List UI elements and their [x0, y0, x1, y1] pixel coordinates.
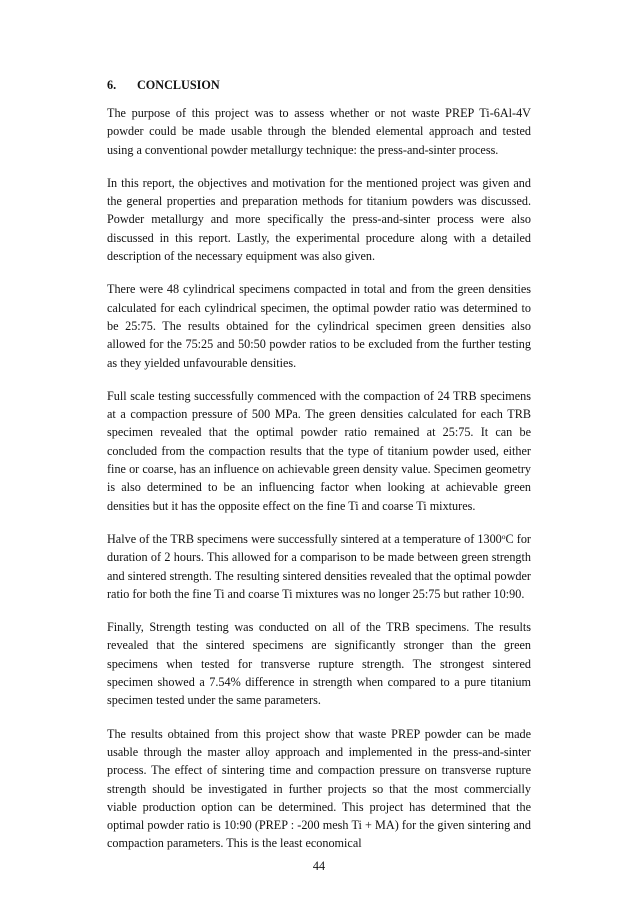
- paragraph-purpose: The purpose of this project was to assess whether or not waste PREP Ti-6Al-4V powder could be made usable through the blended elemental approach and tested using a conventional powder metallurgy technique: the press-and-sinter process.: [107, 106, 531, 157]
- paragraph-results: The results obtained from this project show that waste PREP powder can be made usable through the master alloy approach and implemented in the press-and-sinter process. The effect of sintering time and compaction pressure on transverse rupture strength should be investigated in further projects so that the most commercially viable production option can be determined. This project has determined that the optimal powder ratio is 10:90 (PREP : -200 mesh Ti + MA) for the given sintering and compaction parameters. This is the least economical: [107, 726, 531, 851]
- paragraph-strength-testing: Finally, Strength testing was conducted on all of the TRB specimens. The results revealed that the sintered specimens are significantly stronger than the green specimens when tested for transverse rupture strength. The strongest sintered specimen showed a 7.54% difference in strength when compared to a pure titanium specimen tested under the same parameters.: [107, 620, 531, 708]
- page-number: 44: [312, 859, 326, 873]
- paragraph-report-overview: In this report, the objectives and motivation for the mentioned project was given and the general properties and preparation methods for titanium powders was discussed. Powder metallurgy and more specifically the press-and-sinter process were also discussed in this report. Lastly, the experimental procedure along with a detailed description of the necessary equipment was also given.: [107, 175, 531, 264]
- body-text: [107, 104, 531, 868]
- section-title: CONCLUSION: [137, 78, 220, 92]
- section-heading: [107, 76, 220, 94]
- sintering-text-end: C for duration of 2 hours. This allowed for a comparison to be made between green strength and sintered strength. The resulting sintered densities revealed that the optimal powder ratio for both the fine Ti and coarse Ti mixtures was no longer 25:75 but rather 10:90.: [107, 531, 531, 601]
- paragraph-cylindrical-specimens: There were 48 cylindrical specimens compacted in total and from the green densities calculated for each cylindrical specimen, the optimal powder ratio was determined to be 25:75. The results obtained for the cylindrical specimen green densities also allowed for the 75:25 and 50:50 powder ratios to be excluded from the further testing as they yielded unfavourable densities.: [107, 282, 531, 370]
- paragraph-trb-compaction: Full scale testing successfully commenced with the compaction of 24 TRB specimens at a compaction pressure of 500 MPa. The green densities calculated for each TRB specimen revealed that the optimal powder ratio remained at 25:75. It can be concluded from the compaction results that the type of titanium powder used, either fine or coarse, has an influence on achievable green density value. Specimen geometry is also determined to be an influencing factor when looking at achievable green densities but it has the opposite effect on the fine Ti and coarse Ti mixtures.: [107, 388, 531, 513]
- section-number: 6.: [107, 78, 117, 92]
- sintering-text-start: Halve of the TRB specimens were successfully sintered at a temperature of 1300: [107, 531, 502, 546]
- degree-superscript: o: [501, 531, 506, 541]
- paragraph-sintering: [107, 530, 531, 603]
